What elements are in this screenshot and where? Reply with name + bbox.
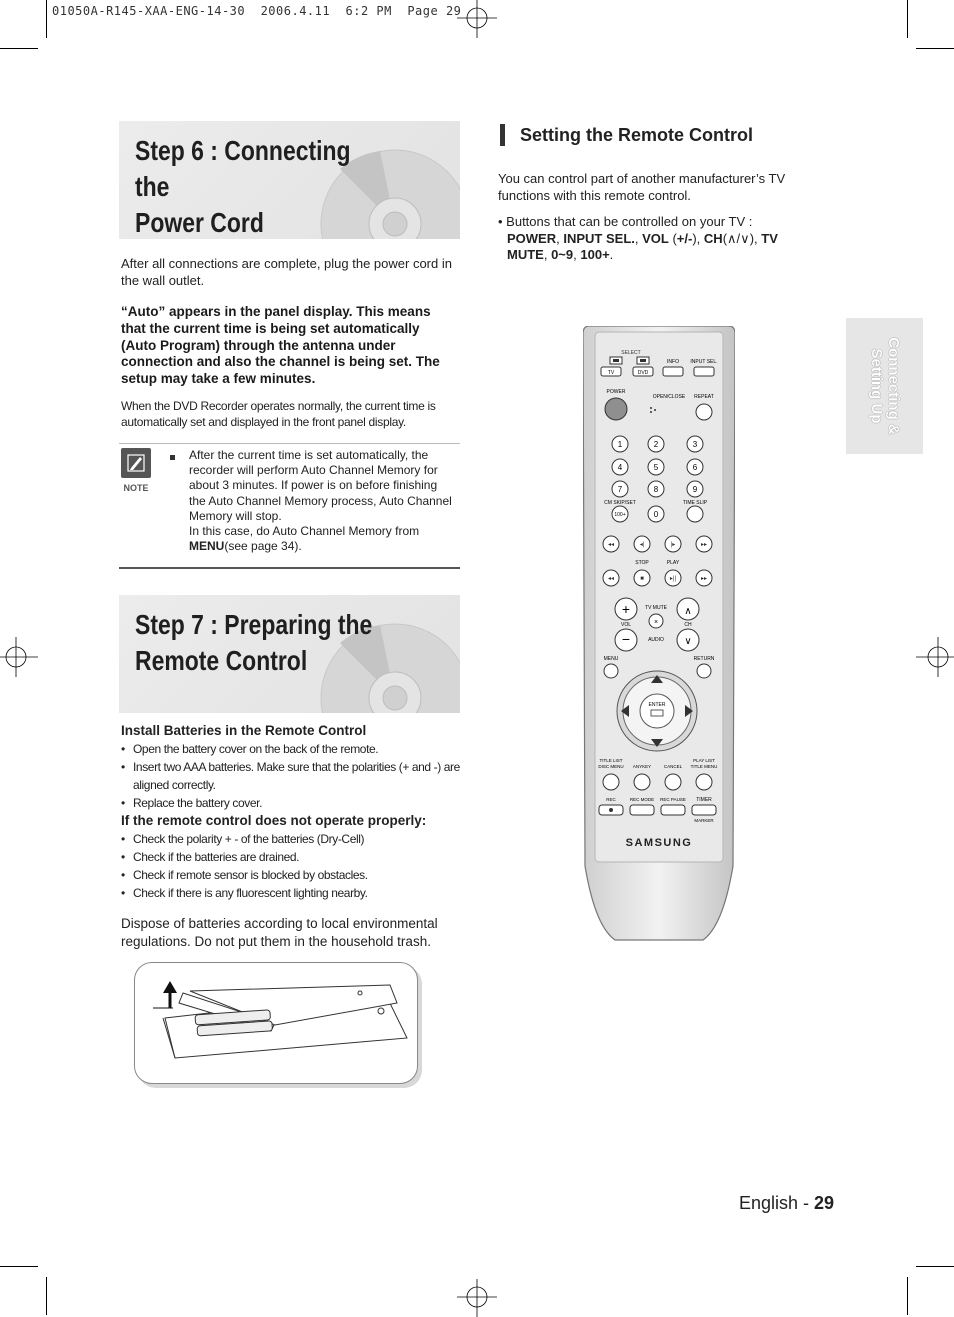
svg-text:7: 7 <box>617 485 623 494</box>
list-item: • Check the polarity + - of the batteries (Dry-Cell) <box>121 830 461 848</box>
svg-text:TITLE LIST: TITLE LIST <box>599 758 623 763</box>
battery-instructions <box>121 722 461 902</box>
trouble-list <box>121 830 461 902</box>
svg-text:INFO: INFO <box>667 359 679 365</box>
svg-text:▸▸: ▸▸ <box>700 542 708 548</box>
step7-title: Step 7 : Preparing the Remote Control <box>135 609 373 676</box>
svg-text:ANYKEY: ANYKEY <box>632 764 652 769</box>
step6-auto-paragraph: “Auto” appears in the panel display. This means that the current time is being set automatically (Auto Program) through the antenna under connection and also the channel is being set. The setup may take a few minutes. <box>121 304 440 387</box>
install-heading: Install Batteries in the Remote Control <box>121 723 367 738</box>
registration-mark-top <box>457 0 497 40</box>
step7-header <box>119 595 460 713</box>
trouble-heading: If the remote control does not operate properly: <box>121 813 427 828</box>
list-item: • Replace the battery cover. <box>121 794 461 812</box>
crop-mark <box>0 48 38 49</box>
svg-text:5: 5 <box>653 463 659 472</box>
remote-control-image <box>583 326 735 942</box>
svg-text:PLAY LIST: PLAY LIST <box>693 758 715 763</box>
side-tab-label: Connecting & Setting Up <box>867 337 902 435</box>
dispose-text: Dispose of batteries according to local environmental regulations. Do not put them in the household trash. <box>121 916 438 949</box>
svg-text:MARKER: MARKER <box>694 818 714 823</box>
svg-text:TIME SLIP: TIME SLIP <box>682 500 708 506</box>
note-text: After the current time is set automatically, the recorder will perform Auto Channel Memory for about 3 minutes. If power is on before finishing the Auto Channel Memory process, Auto Channel Memory will stop. In this case, do Auto Channel Memory from MENU(see page 34). <box>189 448 452 554</box>
svg-text:DISC MENU: DISC MENU <box>598 764 624 769</box>
note-label: NOTE <box>123 483 149 493</box>
list-item: • Check if remote sensor is blocked by obstacles. <box>121 866 461 884</box>
svg-text:×: × <box>653 619 659 626</box>
registration-mark-left <box>0 637 40 677</box>
svg-text:∧: ∧ <box>684 606 692 617</box>
svg-text:0: 0 <box>653 510 659 519</box>
svg-text:REC MODE: REC MODE <box>629 797 655 802</box>
svg-text:PLAY: PLAY <box>666 560 680 566</box>
svg-text:CM SKIP/SET: CM SKIP/SET <box>604 500 636 506</box>
svg-text:TV MUTE: TV MUTE <box>645 605 667 611</box>
svg-text:POWER: POWER <box>606 389 626 395</box>
svg-text:◂◂: ◂◂ <box>607 576 615 582</box>
step6-title: Step 6 : Connecting the Power Cord <box>135 135 351 238</box>
svg-text:SAMSUNG: SAMSUNG <box>625 837 693 849</box>
svg-text:TV: TV <box>607 370 615 376</box>
svg-text:1: 1 <box>617 440 623 449</box>
crop-mark <box>907 0 908 38</box>
svg-text:▸||: ▸|| <box>669 576 677 582</box>
svg-text:CANCEL: CANCEL <box>663 764 683 769</box>
list-item: • Insert two AAA batteries. Make sure that the polarities (+ and -) are aligned correctly. <box>121 758 461 794</box>
svg-text:REC: REC <box>606 797 616 802</box>
svg-text:SELECT: SELECT <box>621 350 641 356</box>
crop-mark <box>916 48 954 49</box>
svg-text:◂◂: ◂◂ <box>607 542 615 548</box>
svg-text:4: 4 <box>617 463 623 472</box>
pencil-note-icon <box>121 448 151 478</box>
svg-text:VOL: VOL <box>620 622 632 628</box>
svg-text:RETURN: RETURN <box>693 656 715 662</box>
note-box <box>119 443 460 569</box>
svg-text:8: 8 <box>653 485 659 494</box>
svg-text:TIMER: TIMER <box>696 797 712 803</box>
svg-text:◂|: ◂| <box>639 542 645 548</box>
svg-text:▸▸: ▸▸ <box>700 576 708 582</box>
print-header: 01050A-R145-XAA-ENG-14-30 2006.4.11 6:2 PM Page 29 <box>52 4 462 18</box>
list-item: • Check if there is any fluorescent lighting nearby. <box>121 884 461 902</box>
svg-text:STOP: STOP <box>635 560 649 566</box>
page-footer <box>739 1193 834 1214</box>
svg-text:AUDIO: AUDIO <box>648 637 664 643</box>
svg-text:|▸: |▸ <box>670 542 676 548</box>
crop-mark <box>916 1266 954 1267</box>
svg-text:MENU: MENU <box>603 656 619 662</box>
battery-illustration <box>134 962 418 1084</box>
svg-text:∨: ∨ <box>684 636 692 647</box>
remote-section-title: Setting the Remote Control <box>520 125 753 145</box>
svg-text:■: ■ <box>640 576 644 582</box>
step6-intro: After all connections are complete, plug the power cord in the wall outlet. <box>121 256 452 288</box>
note-bullet <box>170 455 175 460</box>
svg-text:100+: 100+ <box>614 512 626 518</box>
list-item: • Open the battery cover on the back of the remote. <box>121 740 461 758</box>
svg-text:−: − <box>621 631 631 647</box>
step6-header <box>119 121 460 239</box>
svg-text:REPEAT: REPEAT <box>694 394 714 400</box>
install-list <box>121 740 461 812</box>
svg-text:3: 3 <box>692 440 698 449</box>
tv-buttons-list: • Buttons that can be controlled on your TV : POWER, INPUT SEL., VOL (+/-), CH(∧/∨), TV MUTE, 0~9, 100+. <box>498 214 778 262</box>
svg-text:2: 2 <box>653 440 659 449</box>
svg-text:6: 6 <box>692 463 698 472</box>
svg-text:9: 9 <box>692 485 698 494</box>
page-number: 29 <box>814 1193 835 1213</box>
svg-text:CH: CH <box>684 622 692 628</box>
side-tab <box>846 318 923 454</box>
svg-text:TITLE MENU: TITLE MENU <box>690 764 718 769</box>
crop-mark <box>46 1277 47 1315</box>
registration-mark-right <box>914 637 954 677</box>
crop-mark <box>46 0 47 38</box>
registration-mark-bottom <box>457 1277 497 1317</box>
step6-normal-operation-text: When the DVD Recorder operates normally, the current time is automatically set and displayed in the front panel display. <box>121 399 436 429</box>
svg-text:ENTER: ENTER <box>648 702 666 708</box>
footer-language: English - <box>739 1193 815 1213</box>
list-item: • Check if the batteries are drained. <box>121 848 461 866</box>
svg-text:INPUT SEL.: INPUT SEL. <box>690 359 718 365</box>
svg-text:DVD: DVD <box>637 370 649 376</box>
svg-text:REC PAUSE: REC PAUSE <box>660 797 686 802</box>
crop-mark <box>907 1277 908 1315</box>
remote-back-battery-image <box>135 963 417 1083</box>
section-marker <box>500 124 505 146</box>
note-icon-wrap <box>119 448 153 493</box>
remote-section-intro: You can control part of another manufacturer’s TV functions with this remote control. <box>498 171 786 203</box>
crop-mark <box>0 1266 38 1267</box>
svg-text:OPEN/CLOSE: OPEN/CLOSE <box>652 394 686 400</box>
svg-text:+: + <box>621 601 631 617</box>
